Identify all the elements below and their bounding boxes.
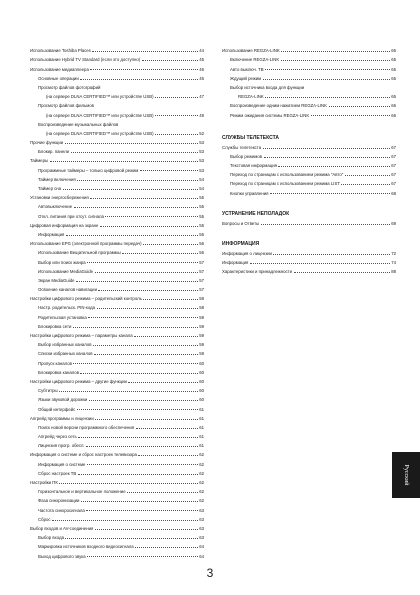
toc-entry-page: 59: [199, 342, 204, 348]
dot-leader: [345, 175, 390, 176]
dot-leader: [65, 143, 198, 144]
toc-entry-page: 55: [199, 231, 204, 237]
toc-entry[interactable]: [30, 292, 204, 301]
toc-entry-title: Выбор входа: [38, 535, 64, 541]
toc-entry-page: 58: [199, 296, 204, 302]
dot-leader: [87, 556, 198, 557]
toc-entry[interactable]: [222, 81, 396, 90]
toc-entry-page: 58: [199, 305, 204, 311]
dot-leader: [143, 299, 197, 300]
dot-leader: [97, 308, 198, 309]
page-number: 3: [206, 566, 214, 580]
toc-entry-title: Использование Вещательной программы: [38, 250, 121, 256]
section-heading: ИНФОРМАЦИЯ: [222, 240, 260, 247]
toc-entry-title: Настр. родительск. PIN-кода: [38, 305, 96, 311]
toc-entry[interactable]: [30, 384, 204, 393]
toc-entry-page: 61: [199, 434, 204, 440]
toc-entry[interactable]: [30, 191, 204, 200]
toc-entry[interactable]: [30, 366, 204, 375]
toc-entry-page: 59: [199, 323, 204, 329]
toc-entry[interactable]: [30, 274, 204, 283]
dot-leader: [281, 51, 390, 52]
toc-entry[interactable]: [222, 159, 396, 168]
dot-leader: [73, 327, 198, 328]
toc-entry-page: 64: [199, 544, 204, 550]
toc-entry-title: Использование REGZA-LINK: [222, 48, 280, 54]
toc-entry-page: 66: [391, 112, 396, 118]
section-heading: УСТРАНЕНИЕ НЕПОЛАДОК: [222, 210, 290, 217]
dot-leader: [250, 263, 390, 264]
toc-entry-page: 72: [391, 251, 396, 256]
toc-entry-title: Субтитры: [38, 388, 58, 394]
dot-leader: [329, 106, 390, 107]
dot-leader: [66, 235, 198, 236]
toc-entry-title: Выбор входов и AV-соединения: [30, 525, 94, 531]
dot-leader: [71, 152, 198, 153]
toc-entry-page: 60: [199, 378, 204, 384]
toc-entry-title: Пропуск каналов: [38, 360, 72, 366]
toc-entry[interactable]: [30, 448, 204, 457]
toc-entry[interactable]: [30, 62, 204, 71]
toc-entry-title: Таймер включения: [38, 176, 76, 182]
toc-entry-title: Информация: [38, 231, 65, 237]
toc-entry[interactable]: [30, 90, 204, 99]
toc-entry-page: 59: [199, 333, 204, 338]
dot-leader: [265, 97, 389, 98]
toc-entry-page: 65: [391, 94, 396, 100]
toc-entry-page: 59: [199, 351, 204, 357]
toc-entry-title: Сброс: [38, 516, 51, 522]
toc-entry[interactable]: [30, 421, 204, 430]
toc-entry-page: 56: [199, 241, 204, 247]
dot-leader: [65, 538, 197, 539]
toc-entry-title: Воспроизведение музыкальных файлов: [38, 121, 119, 127]
toc-entry[interactable]: [222, 150, 396, 159]
toc-entry-page: 62: [199, 452, 204, 458]
toc-entry[interactable]: [30, 255, 204, 264]
dot-leader: [77, 409, 198, 410]
toc-entry[interactable]: [222, 72, 396, 81]
toc-entry[interactable]: [222, 265, 396, 274]
toc-entry[interactable]: [222, 217, 396, 226]
section-heading: СЛУЖБЫ ТЕЛЕТЕКСТА: [222, 134, 279, 141]
toc-entry[interactable]: [30, 154, 204, 163]
toc-entry-title: Использование медиаплеера: [30, 66, 89, 72]
toc-entry[interactable]: [30, 99, 204, 108]
toc-entry-page: 54: [199, 186, 204, 191]
dot-leader: [265, 69, 390, 70]
toc-entry-page: 62: [199, 470, 204, 476]
toc-entry-title: Выход цифрового звука: [38, 553, 86, 559]
toc-entry-title: Информация о системе и сброс настроек телевизора: [30, 452, 137, 458]
toc-entry[interactable]: [222, 256, 396, 265]
toc-entry[interactable]: [30, 53, 204, 62]
toc-entry-page: 61: [199, 443, 204, 449]
toc-entry-title: Родительская установка: [38, 314, 87, 320]
toc-entry-title: Использование MediaGuide: [38, 268, 94, 274]
toc-entry-title: Блокировка каналов: [38, 369, 79, 375]
toc-entry-page: 53: [199, 158, 204, 164]
toc-entry-title: Экран MediaGuide: [38, 277, 75, 283]
toc-entry-page: 53: [199, 167, 204, 173]
toc-entry[interactable]: [30, 145, 204, 154]
toc-entry-title: Службы телетекста: [222, 144, 262, 150]
toc-entry[interactable]: [222, 168, 396, 177]
toc-entry-title: Ждущий режим: [230, 75, 262, 81]
toc-entry-page: 64: [199, 553, 204, 559]
toc-entry-title: Информация: [222, 260, 249, 266]
dot-leader: [136, 428, 198, 429]
toc-entry-title: Сброс настроек ТВ: [38, 470, 77, 476]
dot-leader: [273, 254, 389, 255]
toc-entry-page: 65: [391, 57, 396, 63]
toc-entry[interactable]: [30, 522, 204, 531]
toc-entry-page: 67: [391, 144, 396, 150]
dot-leader: [88, 317, 197, 318]
toc-entry-title: Включение REGZA-LINK: [230, 57, 280, 63]
toc-entry-page: 55: [199, 204, 204, 210]
toc-entry-title: Списки избранных каналов: [38, 351, 93, 357]
toc-entry[interactable]: [222, 53, 396, 62]
toc-entry-page: 53: [199, 149, 204, 155]
toc-entry-page: 60: [199, 388, 204, 394]
dot-leader: [90, 198, 198, 199]
toc-entry[interactable]: [30, 467, 204, 476]
dot-leader: [134, 336, 198, 337]
toc-entry-title: Блокир. панели: [38, 149, 70, 155]
toc-entry-title: Цифровая информация на экране: [30, 222, 99, 228]
toc-entry-title: Режим ожидания системы REGZA-LINK: [230, 112, 310, 118]
toc-entry[interactable]: [30, 347, 204, 356]
dot-leader: [140, 170, 198, 171]
toc-entry-title: Воспроизведение одним нажатием REGZA-LINK: [230, 103, 328, 109]
toc-entry-page: 74: [391, 260, 396, 266]
toc-entry-page: 63: [199, 535, 204, 541]
toc-entry-title: Горизонтальное и вертикальное положение: [38, 489, 126, 495]
toc-entry[interactable]: [222, 177, 396, 186]
toc-entry-title: Настройки цифрового режима – параметры канала: [30, 333, 133, 338]
toc-entry[interactable]: [30, 182, 204, 191]
toc-entry-title: Переход по страницам с использованием режима LIST: [230, 181, 340, 187]
toc-entry[interactable]: [30, 237, 204, 246]
toc-entry-title: (на сервере DLNA CERTIFIED™ или устройстве USB): [46, 130, 154, 136]
dot-leader: [128, 382, 197, 383]
toc-entry-page: 57: [199, 259, 204, 265]
dot-leader: [63, 189, 198, 190]
toc-entry[interactable]: [30, 81, 204, 90]
toc-entry-title: (на сервере DLNA CERTIFIED™ или устройстве USB): [46, 112, 154, 118]
dot-leader: [143, 244, 198, 245]
toc-entry-page: 57: [199, 287, 204, 293]
toc-entry-page: 60: [199, 397, 204, 403]
dot-leader: [294, 272, 390, 273]
toc-entry[interactable]: [30, 375, 204, 384]
toc-entry-page: 61: [199, 415, 204, 421]
toc-entry[interactable]: [222, 62, 396, 71]
toc-entry-title: Фаза синхронизации: [38, 498, 80, 504]
toc-entry-title: Информация о системе: [38, 461, 86, 467]
toc-entry-page: 67: [391, 163, 396, 169]
dot-leader: [74, 207, 198, 208]
toc-entry-title: Таймер сна: [38, 186, 62, 191]
dot-leader: [95, 529, 198, 530]
toc-entry-title: Кнопки управления: [230, 190, 269, 196]
toc-entry-title: Освоение каналов навигации: [38, 287, 97, 293]
toc-right-column: [222, 44, 396, 274]
toc-entry[interactable]: [30, 108, 204, 117]
toc-entry-page: 55: [199, 213, 204, 219]
toc-entry-title: Просмотр файлов фильмов: [38, 103, 94, 109]
toc-entry-title: Выбор источника входа для функции: [230, 84, 305, 90]
dot-leader: [93, 345, 198, 346]
toc-entry-page: 62: [199, 480, 204, 485]
toc-entry-title: Общий интерфейс: [38, 406, 76, 412]
toc-entry[interactable]: [30, 72, 204, 81]
toc-entry-page: 67: [391, 153, 396, 159]
dot-leader: [98, 290, 197, 291]
toc-entry[interactable]: [30, 310, 204, 319]
toc-entry[interactable]: [30, 503, 204, 512]
toc-entry[interactable]: [30, 301, 204, 310]
toc-entry-title: Выбор режимов: [230, 153, 263, 159]
toc-entry-title: Переход по страницам с использованием режима "Авто": [230, 172, 344, 178]
toc-entry-title: Откл. питания при отсут. сигнала: [38, 213, 104, 219]
toc-entry-title: Лицензия прогр. обесп.: [38, 443, 85, 449]
toc-entry-title: REGZA-LINK: [238, 94, 264, 100]
dot-leader: [77, 180, 197, 181]
dot-leader: [92, 51, 197, 52]
toc-entry-title: Поиск новой версии программного обеспечения: [38, 424, 135, 430]
dot-leader: [80, 373, 197, 374]
toc-entry[interactable]: [222, 186, 396, 195]
toc-entry-page: 62: [199, 498, 204, 504]
toc-entry[interactable]: [30, 209, 204, 218]
toc-entry-title: Настройки цифрового режима – родительский контроль: [30, 296, 142, 302]
toc-entry-title: Установки энергосбережения: [30, 195, 89, 201]
toc-entry[interactable]: [30, 127, 204, 136]
toc-left-column: [30, 44, 204, 559]
dot-leader: [89, 400, 198, 401]
toc-entry[interactable]: [30, 430, 204, 439]
toc-entry-page: 65: [391, 66, 396, 72]
toc-entry-page: 54: [199, 176, 204, 182]
toc-entry[interactable]: [30, 320, 204, 329]
toc-entry-title: Апгрейд через сеть: [38, 434, 77, 440]
toc-entry[interactable]: [30, 485, 204, 494]
toc-entry-page: 44: [199, 48, 204, 54]
toc-entry-page: 61: [199, 406, 204, 412]
toc-entry-title: Выбор или поиск жанра: [38, 259, 86, 265]
toc-entry-page: 62: [199, 461, 204, 467]
dot-leader: [278, 166, 389, 167]
toc-entry-title: Настройки ПК: [30, 480, 58, 485]
dot-leader: [155, 115, 198, 116]
dot-leader: [263, 148, 390, 149]
toc-entry[interactable]: [30, 136, 204, 145]
toc-entry[interactable]: [222, 141, 396, 150]
dot-leader: [138, 455, 197, 456]
toc-entry-page: 61: [199, 424, 204, 430]
dot-leader: [155, 134, 198, 135]
dot-leader: [135, 547, 198, 548]
toc-entry[interactable]: [222, 90, 396, 99]
toc-entry[interactable]: [30, 338, 204, 347]
toc-entry-page: 63: [199, 516, 204, 522]
dot-leader: [78, 474, 198, 475]
toc-entry-title: Характеристики и принадлежности: [222, 269, 293, 275]
dot-leader: [311, 115, 390, 116]
toc-entry-title: Таймеры: [30, 158, 49, 164]
dot-leader: [80, 79, 197, 80]
language-tab-label: Русский: [403, 464, 409, 486]
dot-leader: [73, 363, 197, 364]
toc-entry-title: Программные таймеры – только цифровой режим: [38, 167, 139, 173]
toc-entry[interactable]: [30, 439, 204, 448]
dot-leader: [122, 253, 198, 254]
dot-leader: [86, 446, 198, 447]
toc-entry-title: Апгрейд программы и лицензии: [30, 415, 94, 421]
toc-entry[interactable]: [222, 247, 396, 256]
dot-leader: [50, 161, 198, 162]
dot-leader: [261, 224, 390, 225]
toc-entry-page: 65: [391, 48, 396, 54]
toc-entry-page: 63: [199, 525, 204, 531]
toc-entry-page: 55: [199, 195, 204, 201]
toc-entry[interactable]: [30, 540, 204, 549]
toc-entry[interactable]: [30, 246, 204, 255]
toc-entry[interactable]: [222, 99, 396, 108]
dot-leader: [281, 60, 390, 61]
toc-entry-page: 53: [199, 140, 204, 146]
dot-leader: [263, 79, 390, 80]
dot-leader: [127, 492, 198, 493]
toc-entry-page: 57: [199, 268, 204, 274]
dot-leader: [142, 60, 198, 61]
toc-entry-page: 62: [199, 489, 204, 495]
toc-entry-page: 57: [199, 277, 204, 283]
toc-entry[interactable]: [222, 108, 396, 117]
toc-entry-title: Выбор избранных каналов: [38, 342, 92, 348]
dot-leader: [59, 391, 198, 392]
toc-entry[interactable]: [30, 44, 204, 53]
dot-leader: [341, 184, 389, 185]
toc-entry-page: 59: [199, 314, 204, 320]
dot-leader: [87, 262, 198, 263]
language-tab: [392, 452, 420, 498]
toc-entry-title: Настройки цифрового режима – другие функции: [30, 378, 127, 384]
toc-entry-title: Информация о лицензии: [222, 251, 272, 256]
toc-entry-page: 55: [199, 222, 204, 228]
toc-entry[interactable]: [30, 412, 204, 421]
toc-entry[interactable]: [30, 531, 204, 540]
toc-entry[interactable]: [30, 219, 204, 228]
toc-entry-title: Вопросы и Ответы: [222, 220, 260, 226]
dot-leader: [264, 157, 390, 158]
toc-entry[interactable]: [30, 393, 204, 402]
toc-entry[interactable]: [30, 402, 204, 411]
toc-entry-title: Авто выключ. ТВ: [230, 66, 264, 72]
toc-entry-title: Языки звуковой дорожки: [38, 397, 88, 403]
toc-entry-title: Просмотр файлов фотографий: [38, 84, 101, 90]
toc-entry-title: Основные операции: [38, 75, 79, 81]
toc-entry-page: 47: [199, 94, 204, 100]
toc-entry[interactable]: [30, 513, 204, 522]
toc-entry-title: Текстовая информация: [230, 163, 277, 169]
dot-leader: [155, 97, 198, 98]
toc-entry[interactable]: [30, 228, 204, 237]
toc-entry-title: (на сервере DLNA CERTIFIED™ или устройстве USB): [46, 94, 154, 100]
toc-entry-page: 52: [199, 130, 204, 136]
toc-entry-title: Блокировка сети: [38, 323, 72, 329]
toc-entry-title: Использование Toshiba Places: [30, 48, 91, 54]
dot-leader: [95, 272, 198, 273]
toc-entry[interactable]: [30, 173, 204, 182]
dot-leader: [86, 510, 197, 511]
dot-leader: [270, 193, 390, 194]
dot-leader: [100, 226, 198, 227]
toc-entry[interactable]: [30, 163, 204, 172]
toc-entry-page: 63: [199, 507, 204, 513]
toc-entry-page: 69: [391, 220, 396, 226]
toc-entry-title: Автовыключение: [38, 204, 73, 210]
dot-leader: [78, 437, 197, 438]
toc-entry[interactable]: [30, 549, 204, 558]
toc-entry-page: 60: [199, 360, 204, 366]
toc-entry-page: 56: [199, 250, 204, 256]
toc-entry-page: 60: [199, 369, 204, 375]
toc-entry-page: 67: [391, 172, 396, 178]
toc-entry-title: Использование Hybrid TV Standard (если это доступно): [30, 57, 141, 63]
toc-entry-title: Частота синхросигнала: [38, 507, 85, 513]
toc-entry[interactable]: [30, 356, 204, 365]
dot-leader: [87, 464, 198, 465]
toc-entry[interactable]: [30, 457, 204, 466]
toc-entry[interactable]: [30, 283, 204, 292]
dot-leader: [76, 281, 198, 282]
toc-entry[interactable]: [30, 200, 204, 209]
dot-leader: [94, 354, 198, 355]
dot-leader: [95, 419, 197, 420]
toc-entry-page: 46: [199, 66, 204, 72]
dot-leader: [81, 501, 198, 502]
dot-leader: [90, 69, 197, 70]
toc-entry[interactable]: [30, 118, 204, 127]
toc-entry[interactable]: [222, 44, 396, 53]
toc-entry[interactable]: [30, 329, 204, 338]
dot-leader: [105, 216, 197, 217]
toc-entry-page: 46: [199, 75, 204, 81]
toc-entry-title: Прочие функции: [30, 140, 64, 146]
toc-entry-page: 45: [199, 57, 204, 63]
toc-entry[interactable]: [30, 476, 204, 485]
toc-entry[interactable]: [30, 494, 204, 503]
dot-leader: [59, 483, 197, 484]
toc-entry-title: Маркировка источников входного видеосигнала: [38, 544, 134, 550]
toc-entry-page: 65: [391, 75, 396, 81]
toc-entry[interactable]: [30, 265, 204, 274]
toc-entry-page: 66: [391, 103, 396, 109]
toc-entry-title: Использование EPG (электронной программы передач): [30, 241, 142, 247]
dot-leader: [52, 520, 198, 521]
toc-entry-page: 67: [391, 181, 396, 187]
toc-entry-page: 88: [391, 269, 396, 275]
toc-entry-page: 68: [391, 190, 396, 196]
toc-entry-page: 49: [199, 112, 204, 118]
